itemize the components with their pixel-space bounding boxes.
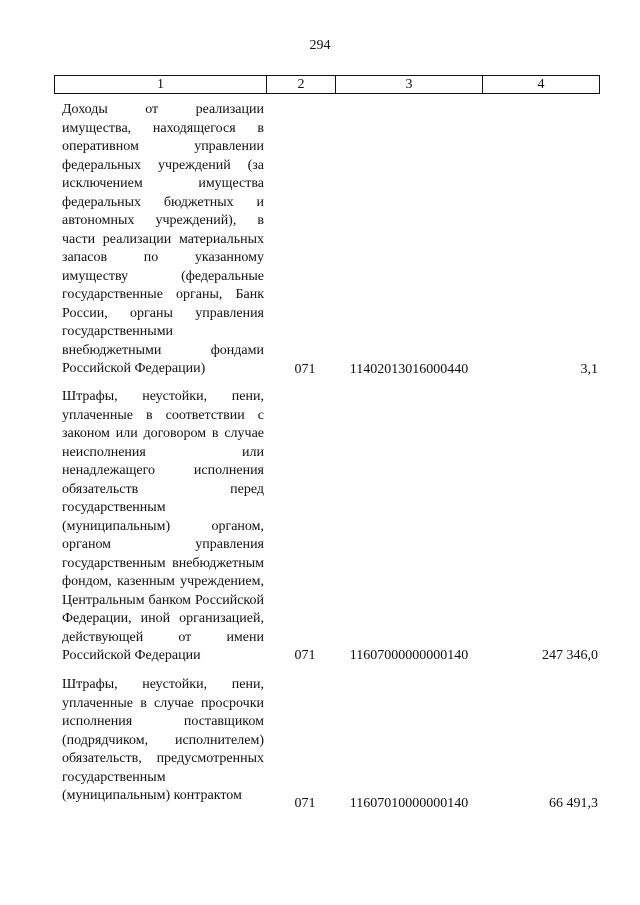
row-amount: 3,1 <box>580 362 598 377</box>
column-header-1: 1 <box>55 76 267 94</box>
row-budget-code: 11607000000000140 <box>349 648 469 663</box>
table-row <box>0 676 640 826</box>
column-header-4: 4 <box>483 76 600 94</box>
row-budget-code: 11402013016000440 <box>349 362 469 377</box>
table-row <box>0 101 640 381</box>
page-number: 294 <box>309 38 331 53</box>
table-row <box>0 388 640 668</box>
column-header-table <box>54 75 600 94</box>
row-description: Штрафы, неустойки, пени, уплаченные в соответствии с законом или договором в случае неисполнения или ненадлежащего исполнения обязательств перед государственным (муниципальным) органом, органом управления государственным внебюджетным фондом, казенным учреждением, Центральным банком Российской Федерации, иной организацией, действующей от имени Российской Федерации <box>62 389 264 663</box>
row-amount: 247 346,0 <box>542 648 598 663</box>
column-header-row <box>55 76 600 94</box>
row-description: Штрафы, неустойки, пени, уплаченные в случае просрочки исполнения поставщиком (подрядчиком, исполнителем) обязательств, предусмотренных государственным (муниципальным) контрактом <box>62 677 264 803</box>
row-amount: 66 491,3 <box>549 796 598 811</box>
row-admin-code: 071 <box>294 362 316 377</box>
row-admin-code: 071 <box>294 648 316 663</box>
column-header-2: 2 <box>267 76 336 94</box>
row-admin-code: 071 <box>294 796 316 811</box>
row-budget-code: 11607010000000140 <box>349 796 469 811</box>
row-description: Доходы от реализации имущества, находящегося в оперативном управлении федеральных учреждений (за исключением имущества федеральных бюджетных и автономных учреждений), в части реализации материальных запасов по указанному имуществу (федеральные государственные органы, Банк России, органы управления государственными внебюджетными фондами Российской Федерации) <box>62 102 264 376</box>
column-header-3: 3 <box>336 76 483 94</box>
